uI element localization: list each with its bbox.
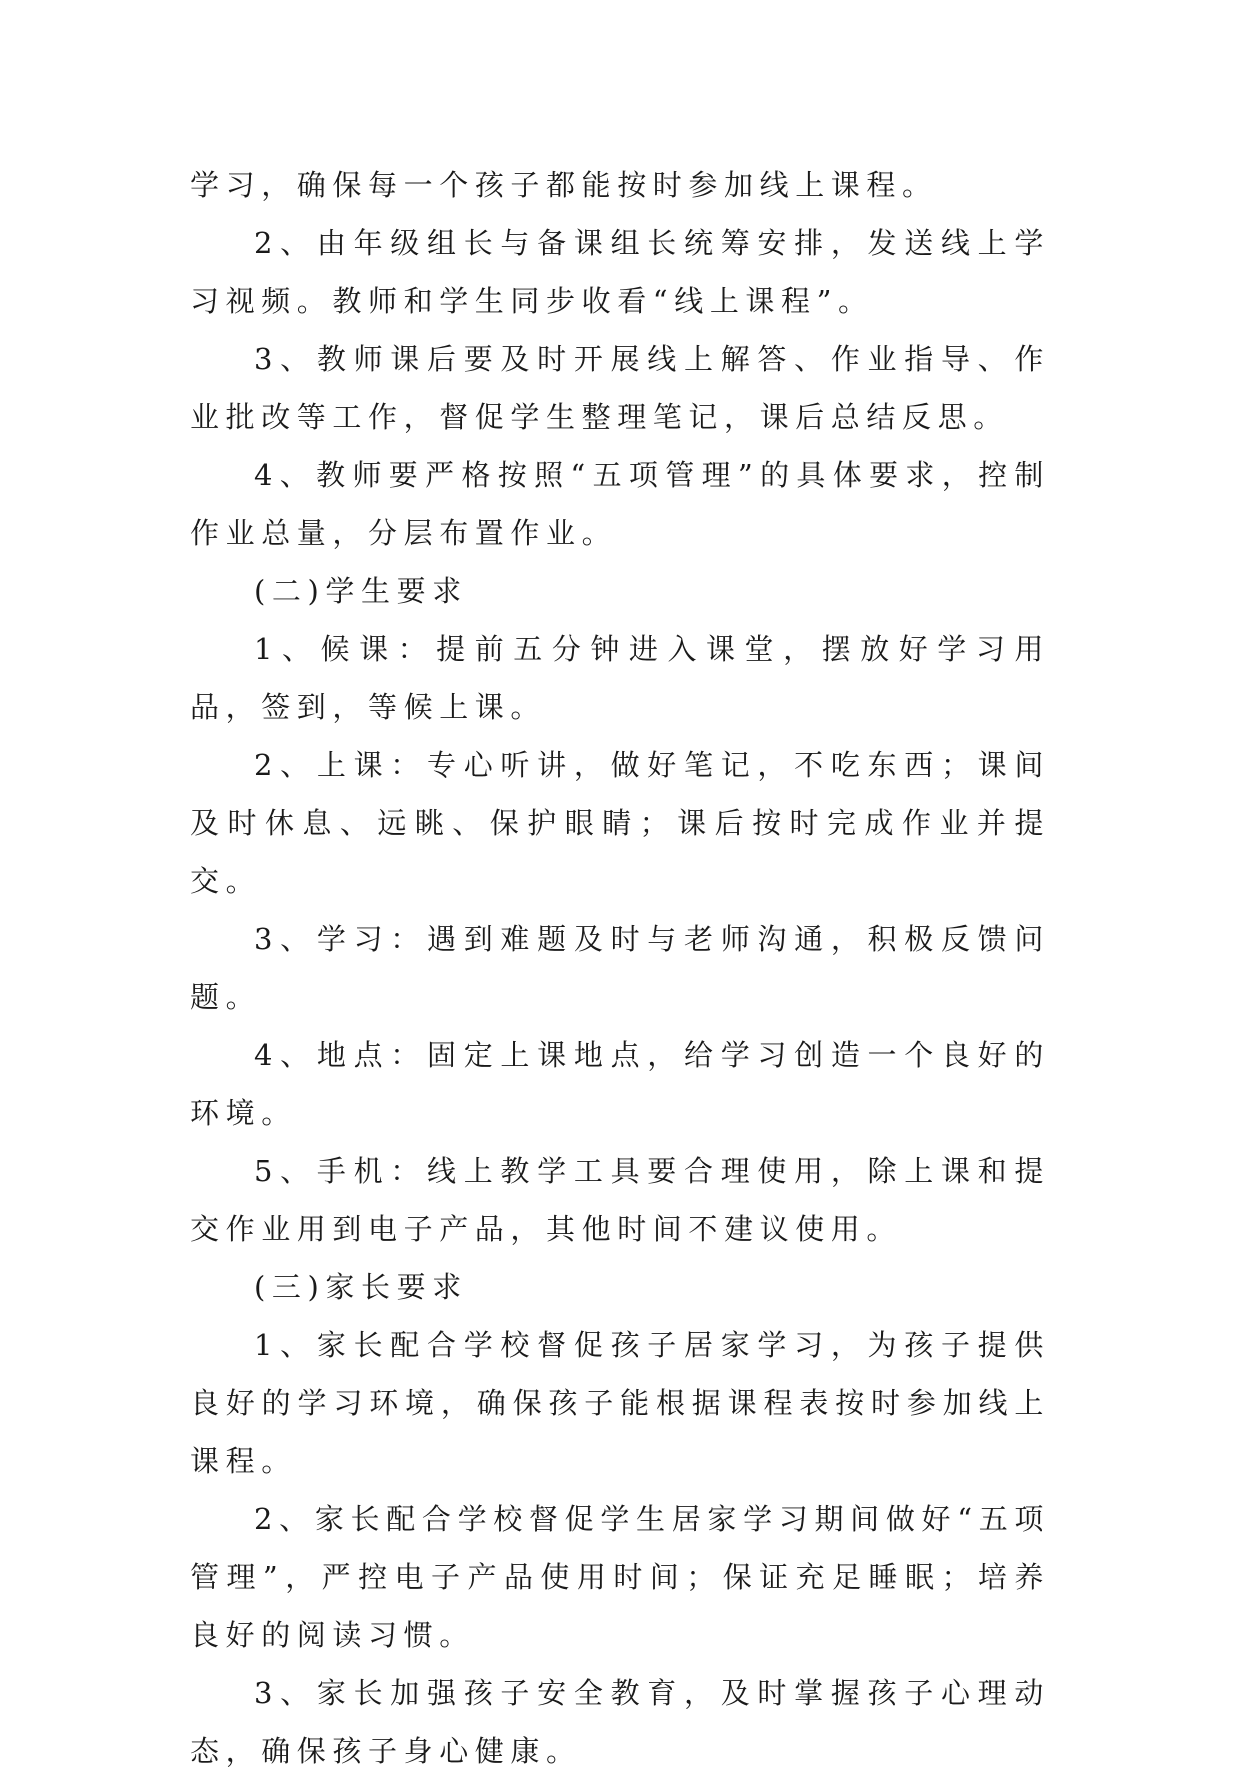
paragraph-parent-item-3: 3、家长加强孩子安全教育，及时掌握孩子心理动态，确保孩子身心健康。 — [190, 1676, 1050, 1768]
paragraph-teacher-item-4: 4、教师要严格按照“五项管理”的具体要求，控制作业总量，分层布置作业。 — [190, 458, 1050, 550]
paragraph-continuation: 学习，确保每一个孩子都能按时参加线上课程。 — [190, 168, 938, 202]
paragraph-student-item-4: 4、地点：固定上课地点，给学习创造一个良好的环境。 — [190, 1038, 1050, 1130]
paragraph-student-item-5: 5、手机：线上教学工具要合理使用，除上课和提交作业用到电子产品，其他时间不建议使用。 — [190, 1154, 1050, 1246]
paragraph-parent-item-1: 1、家长配合学校督促孩子居家学习，为孩子提供良好的学习环境，确保孩子能根据课程表按时参加线上课程。 — [190, 1328, 1050, 1478]
section-heading-students: (二)学生要求 — [254, 574, 468, 608]
paragraph-student-item-3: 3、学习：遇到难题及时与老师沟通，积极反馈问题。 — [190, 922, 1050, 1014]
section-heading-parents: (三)家长要求 — [254, 1270, 468, 1304]
paragraph-teacher-item-2: 2、由年级组长与备课组长统筹安排，发送线上学习视频。教师和学生同步收看“线上课程”。 — [190, 226, 1050, 318]
paragraph-parent-item-2: 2、家长配合学校督促学生居家学习期间做好“五项管理”，严控电子产品使用时间；保证充足睡眠；培养良好的阅读习惯。 — [190, 1502, 1050, 1652]
paragraph-teacher-item-3: 3、教师课后要及时开展线上解答、作业指导、作业批改等工作，督促学生整理笔记，课后总结反思。 — [190, 342, 1050, 434]
document-body — [190, 156, 1050, 1780]
paragraph-student-item-2: 2、上课：专心听讲，做好笔记，不吃东西；课间及时休息、远眺、保护眼睛；课后按时完成作业并提交。 — [190, 748, 1050, 898]
paragraph-student-item-1: 1、候课：提前五分钟进入课堂，摆放好学习用品，签到，等候上课。 — [190, 632, 1050, 724]
